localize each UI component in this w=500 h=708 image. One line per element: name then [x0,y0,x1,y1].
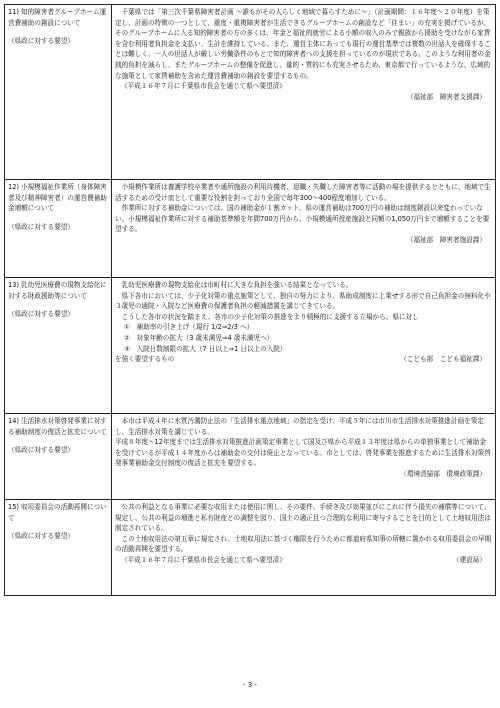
row-body-cell [112,5,496,180]
paragraph: 公共の利益となる事業に必要な収用または使用に関し、その要件、手続き及び効果並びにこれに伴う損失の補償等について、規定し、公共の利益の増進と私有財産との調整を図り、国土の適正且つ合理的な利用に寄与することを目的として土地収用法は制定されている。 [115,503,491,533]
closing-line [115,354,492,365]
table-row [5,5,496,180]
row-heading-cell [5,500,112,596]
request-table [4,4,496,596]
request-note: 《平成１６年７月に千葉県市長会を通じて県へ要望済》 [121,555,286,564]
department: （建設局） [453,555,486,564]
request-note: 《平成１６年７月に千葉県市長会を通じて県へ要望済》 [121,82,286,91]
table-row [5,500,496,596]
paragraph: 本市は平成４年に水質汚濁防止法の「生活排水重点地域」の指定を受け、平成５年には市川市生活排水対策推進計画を策定し、生活排水対策を講じている。 [115,417,484,436]
paragraph: 県下各市においては、少子化対策の重点施策として、独自の努力により、県助成制度に上乗せする形で自己負担金の無料化や３歳児の通院・入院など医療費の保護者負担の軽減措置を講じてきている。 [115,291,491,311]
paragraph: こうした各市の状況を踏まえ、各市の少子化対策の推進をより積極的に支援する立場から、県に対し [121,312,419,321]
paragraph: この土地収用法の第五章に規定され、土地収用法に基づく権限を行うために都道府県知事の所轄に置かれる収用委員会の早期の活動再開を要望する。 [115,534,492,554]
table-row [5,180,496,278]
page-number: - 3 - [243,681,257,689]
row-body-cell [112,500,496,596]
department: （福祉部 障害者施設課） [406,235,486,244]
row-category: （県政に対する要望） [8,446,74,454]
row-category: （県政に対する要望） [8,222,74,231]
row-body-cell [112,278,496,414]
row-heading: 11) 知的障害者グループホーム運営費補助の創設について [8,8,107,27]
row-heading-cell [5,180,112,278]
paragraph: 平成８年度～12年度までは生活排水対策推進計画策定事業として国及び県から平成１３年度は県からの単独事業として補助金を受けているが平成１４年度からは補助金の交付は廃止となっている。市としては、啓発事業を推進するために生活排水対策啓発事業補助金交付制度の復活と拡充を要望する。 [115,438,491,468]
table-row [5,414,496,500]
paragraph: 千葉県では「第三次千葉県障害者計画 ～誰もがその人らしく地域で暮らすために～」（計画期間：１６年度～２０年度）を策定し、計画の特徴の一つとして、重度・重複障害者が生活できるグループホームの創設など「住まい」の充実を掲げているが、そのグループホームに入る知的障害者の方の多くは、年金と福祉的就労による小額の収入のみで親族から援助を受けながら家賃を含む利用者負担金を支払い、生計を維持している。また、運営主体にあっても現行の運営基準では複数の世話人を確保することは難しく、一人の世話人が厳しい労働条件のもとで知的障害者への支援を担っているのが現状である。このような利用者の金銭的負担を減らし、またグループホームの整備を促進し、量的・質的にも充実させるため、東京都で行っているような、広域的な施策として家賃補助を含めた運営費補助の創設を要望するもの。 [115,8,491,80]
department: （こども部 こども福祉課） [400,355,486,364]
row-body-cell [112,414,496,500]
list-item: ① 補助率の引き上げ（現行 1/2⇒2/3 へ） [124,323,254,332]
department: （環境清掃部 環境政策課） [400,469,486,478]
row-heading: 15) 収用委員会の活動再開について [8,503,107,522]
closing-text: を強く要望するもの [115,355,175,364]
paragraph: 乳幼児医療費の現物支給化は市町村に大きな負担を強いる結果となっている。 [121,281,353,289]
paragraph: 小規模作業所は養護学校卒業者や通所施設の利用待機者、退職・失職した障害者等に活動の場を提供するとともに、地域で生活するための受け皿として重要な役割を担っており全国で毎年300～400程度増加している。 [115,183,491,202]
list-item: ② 対象年齢の拡大（3 歳未満児⇒4 歳未満児へ） [124,333,274,342]
row-category: （県政に対する要望） [8,37,74,45]
row-heading-cell [5,278,112,414]
list-item: ③ 入院日数制限の拡大（7 日以上⇒1 日以上の入院） [124,344,287,353]
row-category: （県政に対する要望） [8,310,74,318]
row-heading-cell [5,414,112,500]
closing-line [115,555,492,566]
row-heading: 12) 小規模福祉作業所（身体障害者及び精神障害者）の運営費補助金増額について [8,183,107,212]
row-category: （県政に対する要望） [8,532,74,540]
paragraph: 作業所に対する補助金については、国の補助金が１割カット、県の運営補助は700万円の補助は制度創設以来変わっていない。小規模福祉作業所に対する補助基準額を年間700万円から、小規模通所授産施設と同額の1,050万円まで増額することを要望する。 [115,204,490,234]
row-heading: 13) 乳幼児医療費の現物支給化に対する財政援助等について [8,281,107,300]
row-body-cell [112,180,496,278]
row-heading: 14) 生活排水対策啓発事業に対する補助制度の復活と拡充について [8,417,107,436]
table-row [5,278,496,414]
request-table-wrapper [4,4,496,596]
department: （福祉部 障害者支援課） [406,92,486,101]
row-heading-cell [5,5,112,180]
